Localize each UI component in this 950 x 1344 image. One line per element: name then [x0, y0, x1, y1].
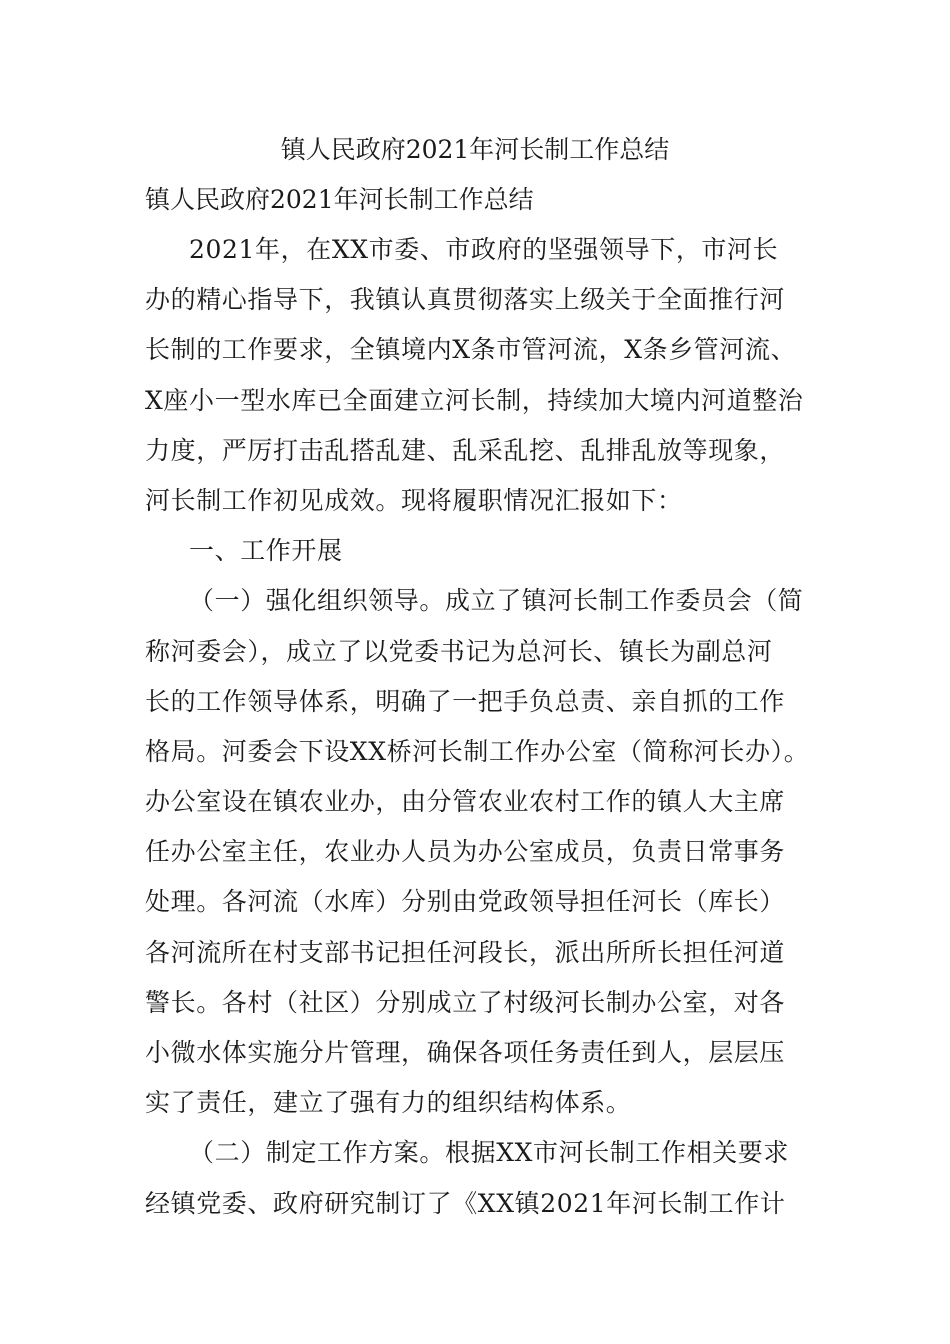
- paragraph-line: 警长。各村（社区）分别成立了村级河长制办公室，对各: [145, 987, 786, 1017]
- paragraph-line: 经镇党委、政府研究制订了《XX镇2021年河长制工作计: [145, 1188, 786, 1218]
- paragraph-line: （一）强化组织领导。成立了镇河长制工作委员会（简: [189, 586, 804, 616]
- paragraph-line: 长的工作领导体系，明确了一把手负总责、亲自抓的工作: [145, 686, 786, 716]
- paragraph-line: 各河流所在村支部书记担任河段长，派出所所长担任河道: [145, 937, 786, 967]
- document-title: 镇人民政府2021年河长制工作总结: [280, 135, 670, 164]
- paragraph-line: X座小一型水库已全面建立河长制，持续加大境内河道整治: [145, 385, 804, 415]
- section-heading: 一、工作开展: [189, 536, 343, 566]
- paragraph-line: （二）制定工作方案。根据XX市河长制工作相关要求: [189, 1138, 789, 1168]
- paragraph-line: 小微水体实施分片管理，确保各项任务责任到人，层层压: [145, 1038, 786, 1067]
- paragraph-line: 力度，严厉打击乱搭乱建、乱采乱挖、乱排乱放等现象，: [145, 435, 786, 465]
- paragraph-line: 任办公室主任，农业办人员为办公室成员，负责日常事务: [145, 837, 786, 867]
- paragraph-line: 办公室设在镇农业办，由分管农业农村工作的镇人大主席: [145, 787, 786, 817]
- paragraph-line: 河长制工作初见成效。现将履职情况汇报如下：: [145, 485, 683, 515]
- paragraph-line: 实了责任，建立了强有力的组织结构体系。: [145, 1088, 632, 1118]
- paragraph-line: 长制的工作要求，全镇境内X条市管河流，X条乡管河流、: [145, 335, 797, 365]
- document-subtitle: 镇人民政府2021年河长制工作总结: [145, 185, 534, 214]
- paragraph-line: 办的精心指导下，我镇认真贯彻落实上级关于全面推行河: [145, 285, 786, 315]
- paragraph-line: 称河委会），成立了以党委书记为总河长、镇长为副总河: [145, 636, 773, 666]
- paragraph-line: 2021年，在XX市委、市政府的坚强领导下，市河长: [189, 235, 779, 264]
- document-body: [145, 230, 825, 1234]
- paragraph-line: 格局。河委会下设XX桥河长制工作办公室（简称河长办）。: [145, 736, 810, 766]
- paragraph-line: 处理。各河流（水库）分别由党政领导担任河长（库长）: [145, 887, 786, 917]
